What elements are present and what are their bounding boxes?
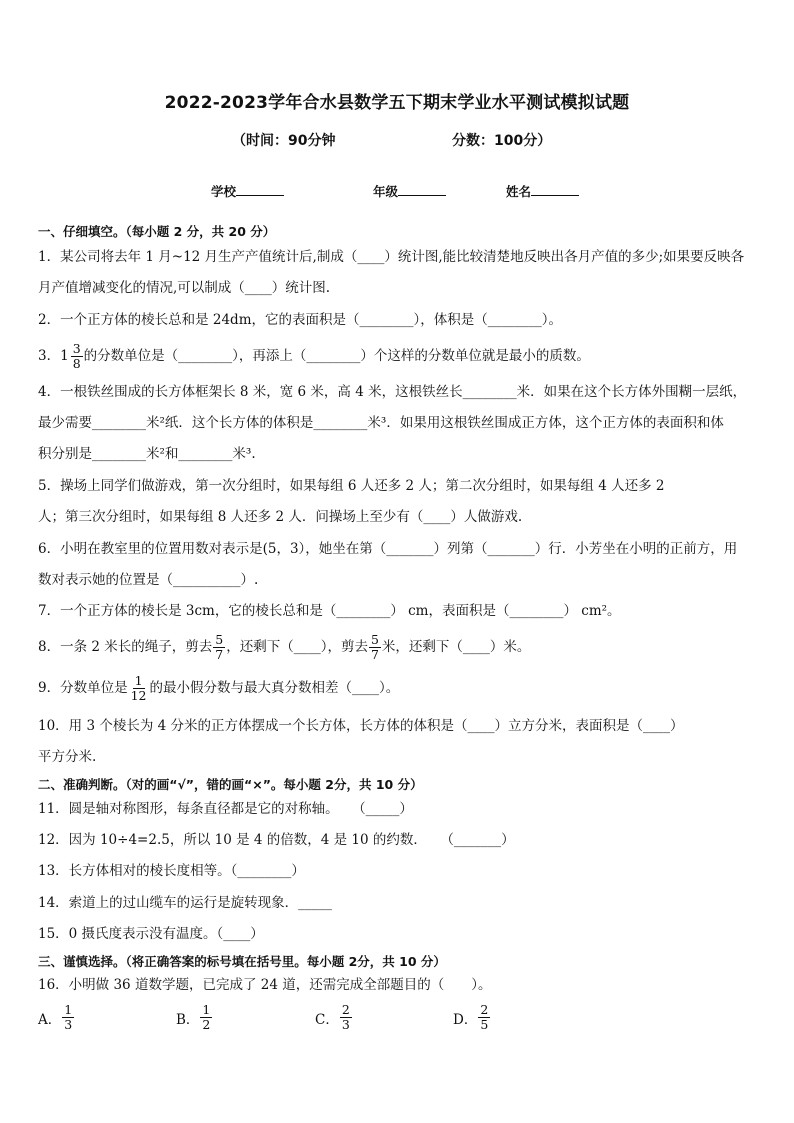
school-field	[211, 182, 284, 200]
grade-blank[interactable]	[398, 183, 446, 196]
question-4-line-1: 4．一根铁丝围成的长方体框架长 8 米，宽 6 米，高 4 米，这根铁丝长________米．如果在这个长方体外围糊一层纸，	[38, 384, 747, 400]
question-14: 14．索道上的过山缆车的运行是旋转现象．_____	[38, 895, 332, 911]
exam-score: 分数：100分）	[452, 133, 552, 149]
question-13: 13．长方体相对的棱长度相等。（________）	[38, 863, 305, 879]
option-c[interactable]: C． $\frac{2}{3}$	[315, 1002, 350, 1032]
fraction: $\frac{2}{5}$	[480, 1002, 489, 1032]
fraction: $\frac{5}{7}$	[215, 632, 224, 662]
grade-field	[373, 182, 446, 200]
question-4	[38, 377, 758, 470]
exam-title: 2022-2023学年合水县数学五下期末学业水平测试模拟试题	[164, 93, 630, 113]
fraction: $\frac{2}{3}$	[341, 1002, 350, 1032]
question-10-line-2: 平方分米.	[38, 749, 97, 765]
question-12: 12．因为 10÷4=2.5，所以 10 是 4 的倍数，4 是 10 的约数． （_______）	[38, 832, 515, 848]
question-6-line-1: 6．小明在教室里的位置用数对表示是(5，3），她坐在第（_______）列第（_______）行．小芳坐在小明的正前方，用	[38, 541, 738, 557]
question-10	[38, 711, 758, 773]
question-1-line-1: 1．某公司将去年 1 月~12 月生产产值统计后,制成（____）统计图,能比较清楚地反映出各月产值的多少;如果要反映各	[38, 249, 745, 265]
question-11: 11．圆是轴对称图形，每条直径都是它的对称轴。 （_____）	[38, 801, 413, 817]
option-d[interactable]: D． $\frac{2}{5}$	[453, 1002, 489, 1032]
question-6	[38, 534, 758, 596]
school-blank[interactable]	[236, 183, 284, 196]
question-5-line-1: 5．操场上同学们做游戏，第一次分组时，如果每组 6 人还多 2 人；第二次分组时，如果每组 4 人还多 2	[38, 478, 665, 494]
name-blank[interactable]	[531, 183, 579, 196]
question-4-line-2: 最少需要________米²纸．这个长方体的体积是________米³．如果用这根铁丝围成正方体，这个正方体的表面积和体	[38, 415, 724, 431]
question-9: 9．分数单位是 $\frac{1}{12}$ 的最小假分数与最大真分数相差（____）。	[38, 673, 400, 703]
mixed-fraction: 1 $\frac{3}{8}$	[60, 341, 81, 371]
question-2: 2．一个正方体的棱长总和是 24dm，它的表面积是（________），体积是（________）。	[38, 312, 563, 328]
grade-label: 年级	[373, 184, 399, 199]
question-8: 8．一条 2 米长的绳子，剪去 $\frac{5}{7}$ ，还剩下（____），剪去 $\frac{5}{7}$ 米，还剩下（____）米。	[38, 632, 531, 662]
question-15: 15．0 摄氏度表示没有温度。（____）	[38, 926, 264, 942]
section-heading-3: 三、谨慎选择。（将正确答案的标号填在括号里。每小题 2分，共 10 分）	[38, 954, 446, 969]
question-7: 7．一个正方体的棱长是 3cm，它的棱长总和是（________） cm，表面积是（________） cm²。	[38, 603, 621, 619]
question-3: 3． 1 $\frac{3}{8}$ 的分数单位是（________），再添上（________）个这样的分数单位就是最小的质数。	[38, 341, 590, 371]
question-1-line-2: 月产值增减变化的情况,可以制成（____）统计图.	[38, 280, 331, 296]
question-4-line-3: 积分别是________米²和________米³.	[38, 446, 256, 462]
question-6-line-2: 数对表示她的位置是（__________）.	[38, 572, 259, 588]
fraction: $\frac{1}{2}$	[202, 1002, 211, 1032]
name-label: 姓名	[506, 184, 532, 199]
fraction: $\frac{1}{12}$	[130, 673, 147, 703]
question-1	[38, 242, 758, 304]
option-a[interactable]: A． $\frac{1}{3}$	[38, 1002, 73, 1032]
exam-time: （时间：90分钟	[232, 133, 336, 149]
name-field	[506, 182, 579, 200]
question-16: 16．小明做 36 道数学题，已完成了 24 道，还需完成全部题目的（ ）。	[38, 977, 492, 993]
section-heading-1: 一、仔细填空。（每小题 2 分，共 20 分）	[38, 224, 276, 239]
section-heading-2: 二、准确判断。（对的画“√”，错的画“×”。每小题 2分，共 10 分）	[38, 777, 423, 792]
question-5	[38, 471, 758, 533]
question-10-line-1: 10．用 3 个棱长为 4 分米的正方体摆成一个长方体，长方体的体积是（____）立方分米，表面积是（____）	[38, 718, 684, 734]
question-5-line-2: 人；第三次分组时，如果每组 8 人还多 2 人．问操场上至少有（____）人做游戏.	[38, 509, 523, 525]
fraction: $\frac{1}{3}$	[64, 1002, 73, 1032]
school-label: 学校	[211, 184, 237, 199]
option-b[interactable]: B． $\frac{1}{2}$	[176, 1002, 211, 1032]
fraction: $\frac{5}{7}$	[370, 632, 379, 662]
